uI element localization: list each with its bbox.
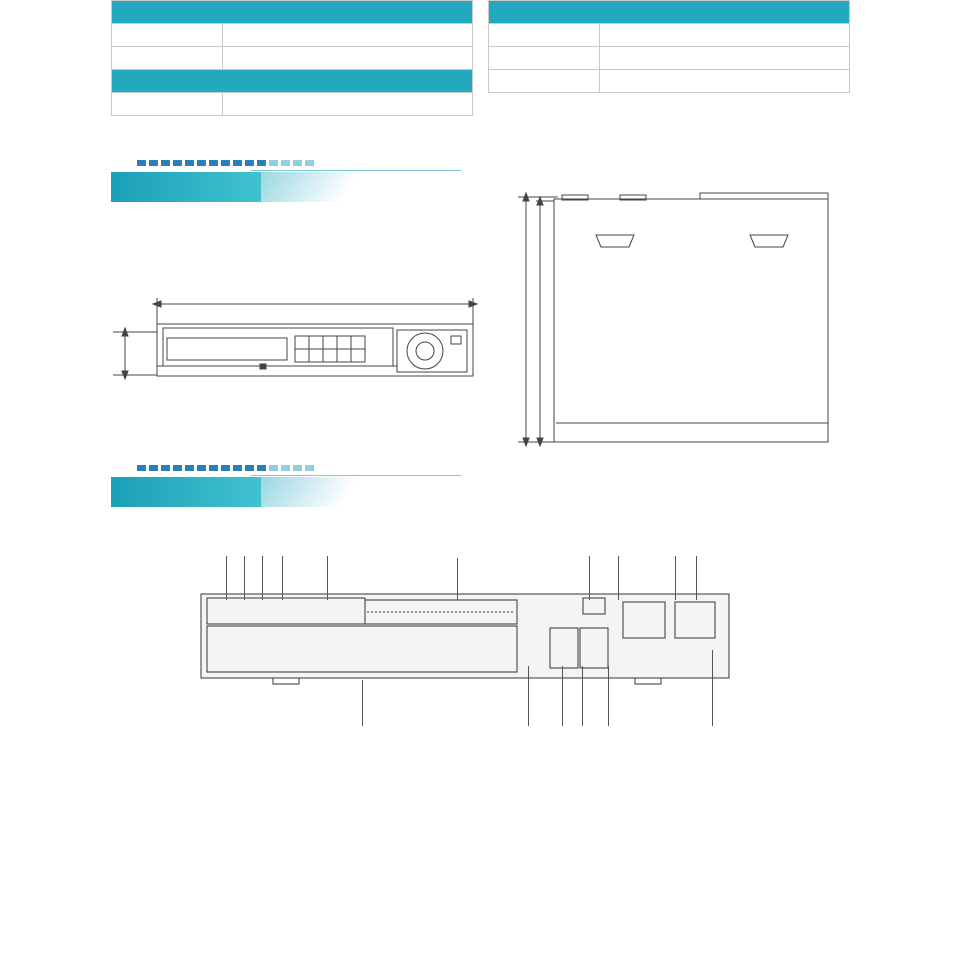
spec-label bbox=[112, 47, 223, 70]
section-title bbox=[111, 172, 261, 202]
rear-view-banner bbox=[111, 465, 371, 515]
spec-label bbox=[489, 47, 600, 70]
spec-value bbox=[223, 93, 473, 116]
legend-item bbox=[451, 908, 487, 923]
legend-item bbox=[451, 838, 487, 853]
power-header bbox=[112, 1, 473, 24]
legend-item bbox=[451, 885, 487, 900]
legend-item bbox=[275, 792, 311, 807]
spec-value bbox=[223, 47, 473, 70]
spec-label bbox=[112, 93, 223, 116]
spec-table-appearance bbox=[488, 0, 850, 93]
legend-item bbox=[275, 768, 311, 783]
spec-value bbox=[600, 70, 850, 93]
rear-view-drawing bbox=[195, 590, 735, 690]
front-view-drawing bbox=[105, 280, 485, 390]
legend-item bbox=[451, 861, 487, 876]
legend-item bbox=[451, 815, 487, 830]
banner-dots bbox=[137, 465, 314, 472]
product-size-banner bbox=[111, 160, 371, 210]
spec-label bbox=[489, 24, 600, 47]
legend-item bbox=[275, 838, 311, 853]
appearance-header bbox=[489, 1, 850, 24]
top-view-drawing bbox=[510, 185, 840, 450]
legend-item bbox=[275, 885, 311, 900]
spec-value bbox=[600, 24, 850, 47]
spec-value bbox=[600, 47, 850, 70]
legend-item bbox=[275, 931, 311, 946]
legend-item bbox=[275, 815, 311, 830]
section-title bbox=[111, 477, 261, 507]
legend-item bbox=[451, 792, 487, 807]
spec-value bbox=[223, 24, 473, 47]
spec-table-power-environment bbox=[111, 0, 473, 116]
banner-dots bbox=[137, 160, 314, 167]
legend-item bbox=[275, 908, 311, 923]
legend-item bbox=[275, 861, 311, 876]
environment-header bbox=[112, 70, 473, 93]
legend-item bbox=[451, 931, 487, 946]
spec-label bbox=[489, 70, 600, 93]
rear-panel-legend bbox=[275, 768, 635, 958]
legend-item bbox=[451, 768, 487, 783]
spec-label bbox=[112, 24, 223, 47]
